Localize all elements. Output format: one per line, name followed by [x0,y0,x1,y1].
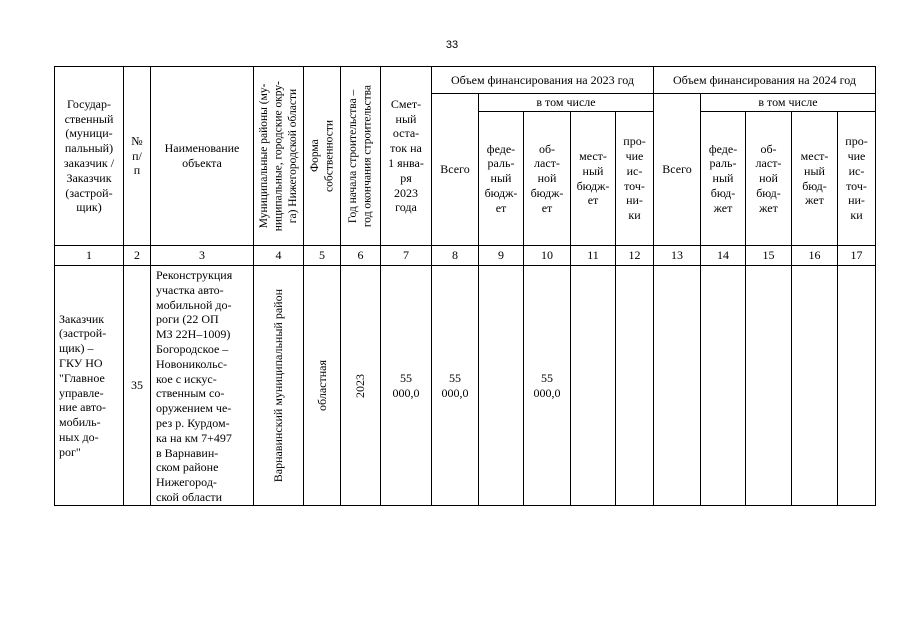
header-other-2023: про- чие ис- точ- ни- ки [616,112,654,246]
column-number: 8 [432,246,479,266]
cell-number: 35 [124,266,151,506]
cell-total-2023-value: 55 000,0 [441,370,469,400]
column-number: 11 [571,246,616,266]
column-number: 10 [524,246,571,266]
header-total-2023: Всего [432,94,479,246]
header-regional-2024: об- ласт- ной бюд- жет [746,112,792,246]
header-object-name: Наименование объекта [151,67,254,246]
header-local-2023: мест- ный бюдж- ет [571,112,616,246]
header-municipality-text: Муниципальные районы (му- ниципальные, городские окру- га) Нижегородской области [257,80,299,232]
cell-total-2024 [654,266,701,506]
header-ownership [304,67,341,246]
column-number: 5 [304,246,341,266]
cell-other-2024 [838,266,876,506]
cell-regional-2024 [746,266,792,506]
header-including-2024: в том числе [701,94,876,112]
column-number: 7 [381,246,432,266]
cell-ownership [304,266,341,506]
header-estimated-balance: Смет- ный оста- ток на 1 янва- ря 2023 года [381,67,432,246]
header-federal-2024: феде- раль- ный бюд- жет [701,112,746,246]
header-customer: Государ- ственный (муници- пальный) заказчик / Заказчик (застрой- щик) [55,67,124,246]
cell-ownership-text: областная [314,360,329,411]
header-local-2024: мест- ный бюд- жет [792,112,838,246]
column-number: 12 [616,246,654,266]
header-federal-2023: феде- раль- ный бюдж- ет [479,112,524,246]
cell-federal-2023 [479,266,524,506]
page-number: 33 [445,39,459,51]
header-municipality [254,67,304,246]
column-number: 6 [341,246,381,266]
header-total-2024: Всего [654,94,701,246]
cell-other-2023 [616,266,654,506]
column-number: 14 [701,246,746,266]
cell-customer: Заказчик (застрой- щик) – ГКУ НО "Главное управле- ние авто- мобиль- ных до- рог" [55,266,124,506]
header-other-2024: про- чие ис- точ- ни- ки [838,112,876,246]
cell-construction-years [341,266,381,506]
cell-municipality [254,266,304,506]
header-including-2023: в том числе [479,94,654,112]
header-construction-years-text: Год начала строительства – год окончания строительства [347,84,374,228]
column-number: 2 [124,246,151,266]
column-number: 9 [479,246,524,266]
cell-federal-2024 [701,266,746,506]
header-regional-2023: об- ласт- ной бюдж- ет [524,112,571,246]
column-number: 1 [55,246,124,266]
cell-regional-2023-value: 55 000,0 [533,370,561,400]
cell-local-2023 [571,266,616,506]
header-financing-2023: Объем финансирования на 2023 год [432,67,654,94]
cell-construction-years-text: 2023 [353,373,368,398]
column-number: 15 [746,246,792,266]
column-number: 17 [838,246,876,266]
header-number: № п/ п [124,67,151,246]
column-number: 4 [254,246,304,266]
cell-local-2024 [792,266,838,506]
cell-estimated-balance [381,266,432,506]
header-construction-years [341,67,381,246]
cell-regional-2023 [524,266,571,506]
column-number: 13 [654,246,701,266]
financing-table [54,66,876,506]
header-financing-2024: Объем финансирования на 2024 год [654,67,876,94]
cell-municipality-text: Варнавинский муниципальный район [271,288,286,483]
column-number: 16 [792,246,838,266]
column-number: 3 [151,246,254,266]
header-ownership-text: Форма собственности [308,120,335,192]
cell-total-2023 [432,266,479,506]
cell-estimated-balance-value: 55 000,0 [392,370,420,400]
cell-object-name: Реконструкция участка авто- мобильной до- роги (22 ОП МЗ 22Н–1009) Богородское – Новоникольс- кое с искус- ственным со- оружением че- рез р. Курдом- ка на км 7+497 в Варнавин- ском районе Нижегород- ской области [151,266,254,506]
